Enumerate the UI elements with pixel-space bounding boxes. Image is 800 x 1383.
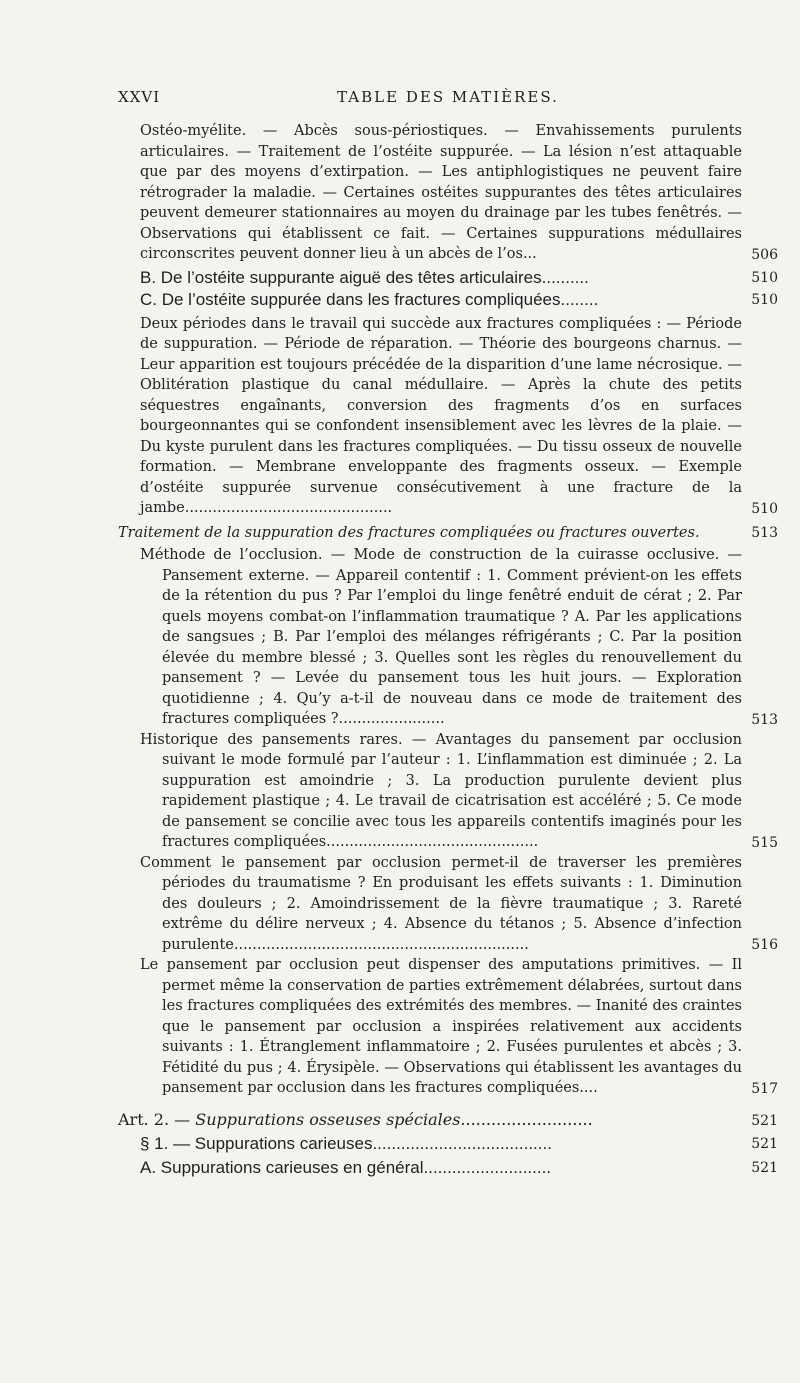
entry-page: 515: [751, 834, 778, 851]
entry-text: Traitement de la suppuration des fractures compliquées ou fractures ouvertes.: [118, 524, 700, 541]
entry-text: Ostéo-myélite. — Abcès sous-périostiques. — Envahissements purulents articulaires. — Traitement de l’ostéite suppurée. — La lésion n’est attaquable que par des moyens d’extirpation. — Les antiphlogistiques ne peuvent faire rétrograder la maladie. — Certaines ostéites suppurantes des têtes articulaires peuvent demeurer stationnaires au moyen du drainage par les tubes fenêtrés. — Observations qui établissent ce fait. — Certaines suppurations médullaires circonscrites peuvent donner lieu à un abcès de l’os...: [140, 123, 742, 262]
toc-entry-osteomyelite: [118, 121, 778, 265]
entry-page: 516: [751, 937, 778, 953]
entry-page: 521: [751, 1159, 778, 1176]
toc-article-2: [118, 1109, 778, 1131]
entry-page: 513: [751, 525, 778, 541]
entry-page: 510: [751, 269, 778, 286]
entry-page: 510: [751, 500, 778, 517]
toc-heading-traitement: [118, 523, 778, 544]
toc-heading-c: [118, 289, 778, 311]
entry-text: C. De l’ostéite suppurée dans les fractures compliquées........: [140, 289, 599, 309]
entry-page: 506: [751, 246, 778, 263]
entry-text: § 1. — Suppurations carieuses......................................: [140, 1133, 552, 1153]
entry-page: 513: [751, 711, 778, 728]
entry-page: 521: [751, 1135, 778, 1152]
toc-entry-historique: [118, 730, 778, 853]
entry-text: Le pansement par occlusion peut dispenser des amputations primitives. — Il permet même la conservation de parties extrêmement délabrées, surtout dans les fractures compliquées des extrémités des membres. — Inanité des craintes que le pansement par occlusion a inspirées relativement aux accidents suivants : 1. Étranglement inflammatoire ; 2. Fusées purulentes et abcès ; 3. Fétidité du pus ; 4. Érysipèle. — Observations qui établissent les avantages du pansement par occlusion dans les fractures compliquées....: [140, 957, 742, 1096]
table-of-contents: [118, 121, 778, 1179]
entry-text-prefix: Art. 2. —: [118, 1109, 196, 1129]
toc-heading-a: [118, 1157, 778, 1179]
toc-entry-occlusion: [118, 545, 778, 730]
entry-text: A. Suppurations carieuses en général...........................: [140, 1157, 552, 1177]
toc-entry-traumatisme: [118, 853, 778, 956]
entry-text-leader: ..........................: [460, 1109, 593, 1129]
entry-page: 510: [751, 291, 778, 308]
page-number: XXVI: [118, 88, 161, 106]
entry-text-title: Suppurations osseuses spéciales: [195, 1109, 461, 1129]
entry-text: Deux périodes dans le travail qui succède aux fractures compliquées : — Période de suppuration. — Période de réparation. — Théorie des bourgeons charnus. — Leur apparition est toujours précédée de la disparition d’une lame nécrosique. — Oblitération plastique du canal médullaire. — Après la chute des petits séquestres engaînants, conversion des fragments d’os en surfaces bourgeonnantes qui se confondent insensiblement avec les lèvres de la plaie. — Du kyste purulent dans les fractures compliquées. — Du tissu osseux de nouvelle formation. — Membrane enveloppante des fragments osseux. — Exemple d’ostéite suppurée survenue consécutivement à une fracture de la jambe.............................................: [140, 315, 742, 516]
entry-page: 517: [751, 1080, 778, 1097]
running-title: TABLE DES MATIÈRES.: [337, 88, 559, 106]
toc-entry-deux-periodes: [118, 314, 778, 519]
toc-entry-amputations: [118, 955, 778, 1099]
entry-text: Méthode de l’occlusion. — Mode de construction de la cuirasse occlusive. — Pansement externe. — Appareil contentif : 1. Comment prévient-on les effets de la rétention du pus ? Par l’emploi du linge fenêtré enduit de cérat ; 2. Par quels moyens combat-on l’inflammation traumatique ? A. Par les applications de sangsues ; B. Par l’emploi des mélanges réfrigérants ; C. Par la position élevée du membre blessé ; 3. Quelles sont les règles du renouvellement du pansement ? — Levée du pansement tous les huit jours. — Exploration quotidienne ; 4. Qu’y a-t-il de nouveau dans ce mode de traitement des fractures compliquées ?.......................: [140, 547, 742, 727]
entry-text: B. De l’ostéite suppurante aiguë des têtes articulaires..........: [140, 267, 589, 287]
toc-section-1: [118, 1133, 778, 1155]
page-header: [118, 88, 778, 110]
entry-text: Comment le pansement par occlusion permet-il de traverser les premières périodes du traumatisme ? En produisant les effets suivants : 1. Diminution des douleurs ; 2. Amoindrissement de la fièvre traumatique ; 3. Rareté extrême du délire nerveux ; 4. Absence du tétanos ; 5. Absence d’infection purulente................................................................: [140, 854, 742, 953]
toc-heading-b: [118, 267, 778, 289]
entry-page: 521: [751, 1112, 778, 1129]
entry-text: Historique des pansements rares. — Avantages du pansement par occlusion suivant le mode formulé par l’auteur : 1. L’inflammation est diminuée ; 2. La suppuration est amoindrie ; 3. La production purulente devient plus rapidement plastique ; 4. Le travail de cicatrisation est accéléré ; 5. Ce mode de pansement se concilie avec tous les appareils contentifs imaginés pour les fractures compliquées..............................................: [140, 731, 742, 850]
